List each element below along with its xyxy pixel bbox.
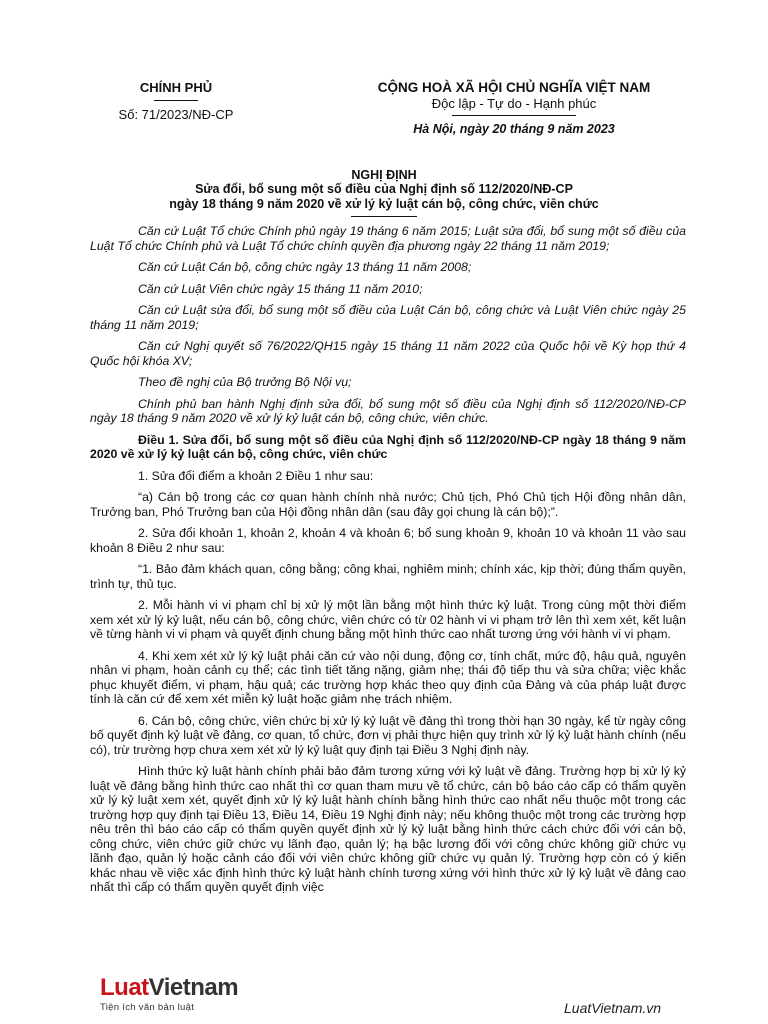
national-heading	[328, 80, 700, 137]
logo-word-vietnam: Vietnam	[148, 974, 239, 1001]
preamble-paragraph: Căn cứ Luật Cán bộ, công chức ngày 13 tháng 11 năm 2008;	[138, 260, 472, 274]
article-paragraph: 2. Mỗi hành vi vi phạm chỉ bị xử lý một lần bằng một hình thức kỷ luật. Trong cùng một thời điểm xem xét xử lý kỷ luật, nếu cán bộ, công chức, viên chức có từ 02 hành vi vi phạm trở lên thì xem xét, kết luận về từng hành vi vi phạm và quyết định chung bằng một hình thức cao nhất tương ứng với hành vi vi phạm.	[90, 598, 686, 641]
logo-tagline: Tiện ích văn bản luật	[100, 1002, 195, 1013]
document-title	[70, 168, 698, 217]
preamble-paragraph: Căn cứ Luật sửa đổi, bổ sung một số điều của Luật Cán bộ, công chức và Luật Viên chức ngày 25 tháng 11 năm 2019;	[90, 303, 686, 332]
preamble-paragraph: Căn cứ Luật Tổ chức Chính phủ ngày 19 tháng 6 năm 2015; Luật sửa đổi, bổ sung một số điều của Luật Tổ chức Chính phủ và Luật Tổ chức chính quyền địa phương ngày 22 tháng 11 năm 2019;	[90, 224, 686, 253]
article-paragraph: 2. Sửa đổi khoản 1, khoản 2, khoản 4 và khoản 6; bổ sung khoản 9, khoản 10 và khoản 11 vào sau khoản 8 Điều 2 như sau:	[90, 526, 686, 555]
article-paragraph: 6. Cán bộ, công chức, viên chức bị xử lý kỷ luật về đảng thì trong thời hạn 30 ngày, kể từ ngày công bố quyết định kỷ luật về đảng, cơ quan, tổ chức, đơn vị phải thực hiện quy trình xử lý kỷ luật hành chính (nếu có), trừ trường hợp chưa xem xét xử lý kỷ luật quy định tại Điều 3 Nghị định này.	[90, 713, 686, 757]
article-heading: Điều 1. Sửa đổi, bổ sung một số điều của Nghị định số 112/2020/NĐ-CP ngày 18 tháng 9 năm 2020 về xử lý kỷ luật cán bộ, công chức, viên chức	[90, 432, 686, 461]
document-number: Số: 71/2023/NĐ-CP	[118, 107, 234, 122]
issuer-name: CHÍNH PHỦ	[139, 80, 213, 95]
issuer-rule	[154, 100, 198, 101]
preamble-paragraph: Chính phủ ban hành Nghị định sửa đổi, bổ sung một số điều của Nghị định số 112/2020/NĐ-CP ngày 18 tháng 9 năm 2020 về xử lý kỷ luật cán bộ, công chức, viên chức.	[90, 396, 686, 425]
article-paragraph: “1. Bảo đảm khách quan, công bằng; công khai, nghiêm minh; chính xác, kịp thời; đúng thẩm quyền, trình tự, thủ tục.	[90, 562, 686, 591]
issuer-block	[96, 80, 256, 123]
article-paragraph: 1. Sửa đổi điểm a khoản 2 Điều 1 như sau:	[138, 468, 374, 483]
logo-wordmark	[100, 976, 238, 1000]
national-motto: Độc lập - Tự do - Hạnh phúc	[431, 96, 597, 111]
title-type: NGHỊ ĐỊNH	[351, 168, 417, 182]
luatvietnam-logo[interactable]	[100, 976, 238, 1013]
motto-rule	[452, 115, 576, 116]
title-subject-line-1: Sửa đổi, bổ sung một số điều của Nghị định số 112/2020/NĐ-CP	[195, 182, 573, 196]
site-link[interactable]: LuatVietnam.vn	[564, 1000, 662, 1016]
place-date: Hà Nội, ngày 20 tháng 9 năm 2023	[413, 122, 615, 136]
title-rule	[351, 216, 417, 217]
article-paragraph: Hình thức kỷ luật hành chính phải bảo đảm tương xứng với kỷ luật về đảng. Trường hợp bị xử lý kỷ luật về đảng bằng hình thức cao nhất thì cơ quan tham mưu về tổ chức, cán bộ báo cáo cấp có thẩm quyền xử lý kỷ luật xem xét, quyết định xử lý kỷ luật hành chính bằng hình thức cao nhất nếu thuộc một trong các trường hợp quy định tại Điều 13, Điều 14, Điều 19 Nghị định này; nếu không thuộc một trong các trường hợp nêu trên thì báo cáo cấp có thẩm quyền quyết định xử lý kỷ luật bằng hình thức cách chức đối với cán bộ, công chức, viên chức giữ chức vụ lãnh đạo, quản lý; hạ bậc lương đối với công chức không giữ chức vụ lãnh đạo, quản lý hoặc cảnh cáo đối với viên chức không giữ chức vụ quản lý. Trường hợp còn có ý kiến khác nhau về việc xác định hình thức kỷ luật hành chính tương xứng với hình thức xử lý kỷ luật về đảng cao nhất thì cấp có thẩm quyền quyết định việc	[90, 764, 686, 894]
preamble-paragraph: Theo đề nghị của Bộ trưởng Bộ Nội vụ;	[138, 375, 352, 389]
article-paragraph: “a) Cán bộ trong các cơ quan hành chính nhà nước; Chủ tịch, Phó Chủ tịch Hội đồng nhân dân, Trưởng ban, Phó Trưởng ban của Hội đồng nhân dân (sau đây gọi chung là cán bộ);”.	[90, 490, 686, 519]
title-subject-line-2: ngày 18 tháng 9 năm 2020 về xử lý kỷ luật cán bộ, công chức, viên chức	[169, 197, 599, 211]
article-paragraph: 4. Khi xem xét xử lý kỷ luật phải căn cứ vào nội dung, động cơ, tính chất, mức độ, hậu quả, nguyên nhân vi phạm, hoàn cảnh cụ thể; các tình tiết tăng nặng, giảm nhẹ; thái độ tiếp thu và sửa chữa; việc khắc phục khuyết điểm, vi phạm, hậu quả; các trường hợp khác theo quy định của Đảng và của pháp luật được tính là căn cứ để xem xét miễn kỷ luật hoặc giảm nhẹ trách nhiệm.	[90, 648, 686, 706]
nation-name: CỘNG HOÀ XÃ HỘI CHỦ NGHĨA VIỆT NAM	[377, 80, 651, 95]
preamble-paragraph: Căn cứ Luật Viên chức ngày 15 tháng 11 năm 2010;	[138, 281, 423, 296]
preamble-paragraph: Căn cứ Nghị quyết số 76/2022/QH15 ngày 15 tháng 11 năm 2022 của Quốc hội về Kỳ họp thứ 4 Quốc hội khóa XV;	[90, 339, 686, 368]
logo-word-luat: Luat	[100, 974, 149, 1001]
document-body	[90, 224, 686, 902]
